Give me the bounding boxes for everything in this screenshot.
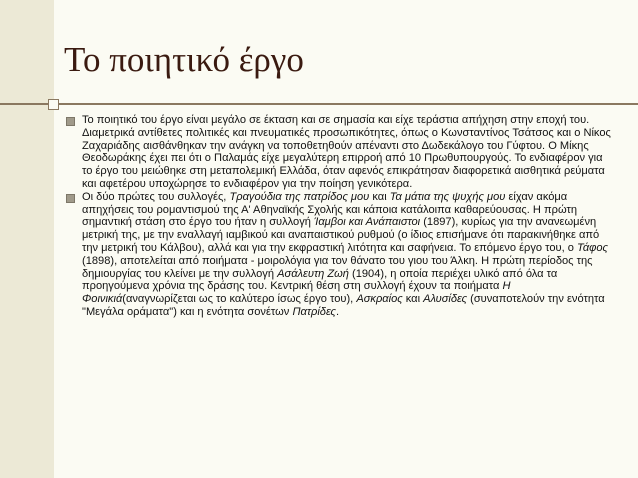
bullet-2 <box>66 191 612 319</box>
bullet-2-text-part: . <box>335 305 340 318</box>
bullet-2-text-part: και <box>369 190 390 203</box>
slide-content <box>66 114 612 319</box>
left-accent-bar <box>0 0 54 478</box>
work-title-iamvoi: Ίαμβοι και Ανάπαιστοι <box>314 216 421 229</box>
work-title-matia: Τα μάτια της ψυχής μου <box>389 190 506 203</box>
bullet-2-text-part: Οι δύο πρώτες του συλλογές, <box>82 190 230 203</box>
work-title-patrides: Πατρίδες <box>292 305 336 318</box>
bullet-2-text-part: (1897), κυρίως για την ανανεωμένη μετρική της, με την εναλλαγή ιαμβικού και αναπαιστικού ρυθμού (ο ίδιος επισήμανε ότι παρακινήθηκε από την μετρική του Κάλβου), αλλά και για την εκφραστική λιτότητα και σαφήνεια. Το επόμενο έργο του, ο <box>82 216 600 254</box>
bullet-1-text-part: Το ποιητικό του έργο είναι μεγάλο σε έκταση και σε σημασία και είχε τεράστια απήχηση στην εποχή του. Διαμετρικά αντίθετες πολιτικές και πνευματικές προσωπικότητες, όπως ο Κωνσταντίνος Τσάτσος και ο Νίκος Ζαχαριάδης αισθάνθηκαν την ανάγκη να τοποθετηθούν απέναντι στο Δωδεκάλογο του Γύφτου. Ο Μίκης Θεοδωράκης έχει πει ότι ο Παλαμάς είχε μεγαλύτερη επιρροή από 10 Πρωθυπουργούς. Το ενδιαφέρον για το έργο του μειώθηκε στη μεταπολεμική Ελλάδα, όταν αφενός επικράτησαν διαφορετικά αισθητικά ρεύματα και αφετέρου υποχώρησε το ενδιαφέρον για την ποίηση γενικότερα. <box>82 114 611 190</box>
bullet-1 <box>66 114 612 191</box>
bullet-2-text-part: (1898), αποτελείται από ποιήματα - μοιρολόγια για τον θάνατο του γιου του Άλκη. Η πρώτη περίοδος της δημιουργίας του κλείνει με την συλλογή <box>82 254 593 280</box>
work-title-foinikia: Η Φοινικιά <box>82 280 511 306</box>
work-title-tragoudia: Τραγούδια της πατρίδος μου <box>229 190 370 203</box>
divider-square-marker <box>48 99 59 110</box>
work-title-asaleuti-zoi: Ασάλευτη Ζωή <box>277 267 349 280</box>
bullet-2-text-part: είχαν ακόμα απηχήσεις του ρομαντισμού της Α' Αθηναϊκής Σχολής και κάποια κατάλοιπα καθαρεύουσας. Η πρώτη σημαντική στάση στο έργο του ήταν η συλλογή <box>82 190 577 229</box>
bullet-2-text-part: και <box>402 293 424 306</box>
bullet-1-text <box>82 114 612 191</box>
bullet-2-text <box>82 191 612 319</box>
title-divider <box>0 103 638 105</box>
work-title-alysides: Αλυσίδες <box>423 293 468 306</box>
bullet-marker <box>66 194 75 203</box>
bullet-2-text-part: (συναποτελούν την ενότητα "Μεγάλα οράματα") και η ενότητα σονέτων <box>82 293 605 318</box>
work-title-tafos: Τάφος <box>577 241 608 254</box>
work-title-askraios: Ασκραίος <box>356 293 403 306</box>
bullet-marker <box>66 117 75 126</box>
slide-title: Το ποιητικό έργο <box>64 40 304 79</box>
bullet-2-text-part: (αναγνωρίζεται ως το καλύτερο ίσως έργο του), <box>122 293 357 306</box>
bullet-2-text-part: (1904), η οποία περιέχει υλικό από όλα τα προηγούμενα χρόνια της δράσης του. Κεντρική θέση στη συλλογή έχουν τα ποιήματα <box>82 267 558 293</box>
